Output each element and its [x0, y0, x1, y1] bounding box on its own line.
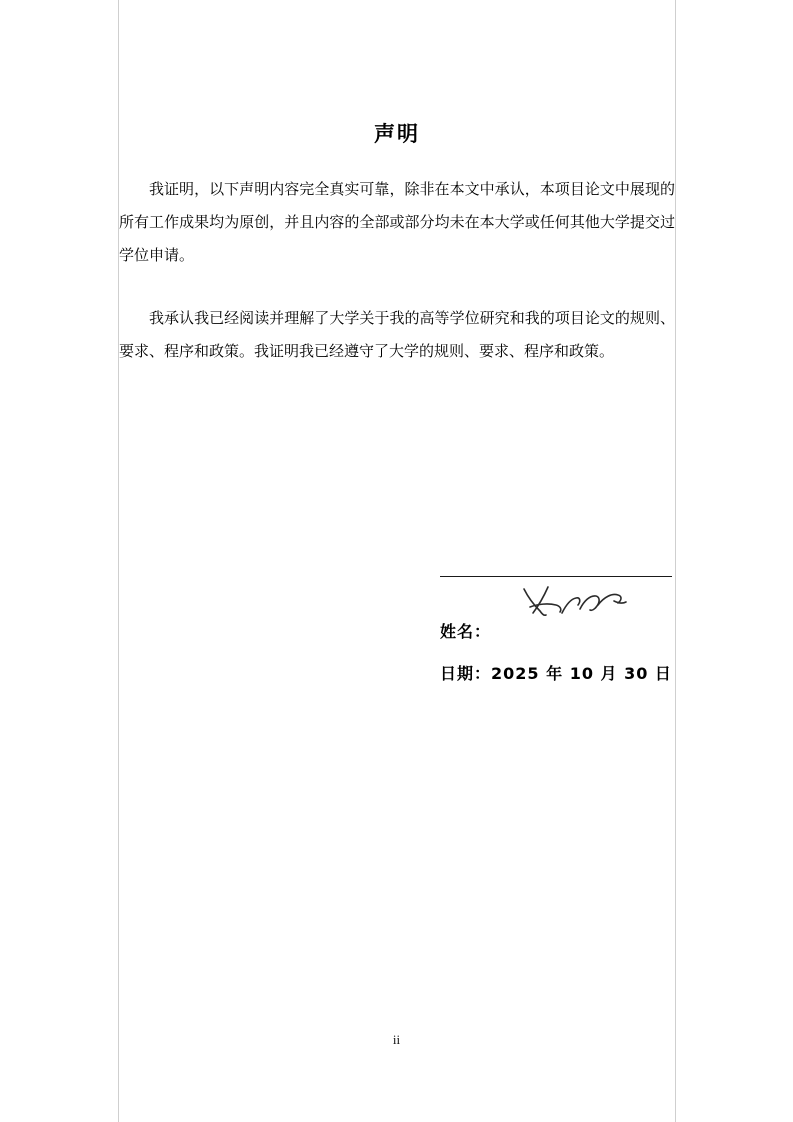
- declaration-paragraph-1: 我证明，以下声明内容完全真实可靠，除非在本文中承认，本项目论文中展现的所有工作成果均为原创，并且内容的全部或部分均未在本大学或任何其他大学提交过学位申请。: [119, 182, 675, 264]
- signature-date-value: 2025 年 10 月 30 日: [491, 664, 672, 683]
- handwritten-signature-icon: [518, 583, 628, 623]
- signature-date-label: 日期：: [440, 664, 492, 683]
- page-number: ii: [392, 1032, 401, 1047]
- declaration-paragraph-2: 我承认我已经阅读并理解了大学关于我的高等学位研究和我的项目论文的规则、要求、程序和政策。我证明我已经遵守了大学的规则、要求、程序和政策。: [119, 311, 675, 360]
- signature-name-label: 姓名：: [440, 622, 492, 641]
- document-body: [119, 0, 675, 384]
- signature-block: [440, 540, 680, 684]
- signature-rule: [440, 576, 672, 577]
- signature-date-row: [440, 661, 680, 684]
- page-title: 声明: [374, 122, 420, 146]
- signature-name-row: [440, 619, 680, 649]
